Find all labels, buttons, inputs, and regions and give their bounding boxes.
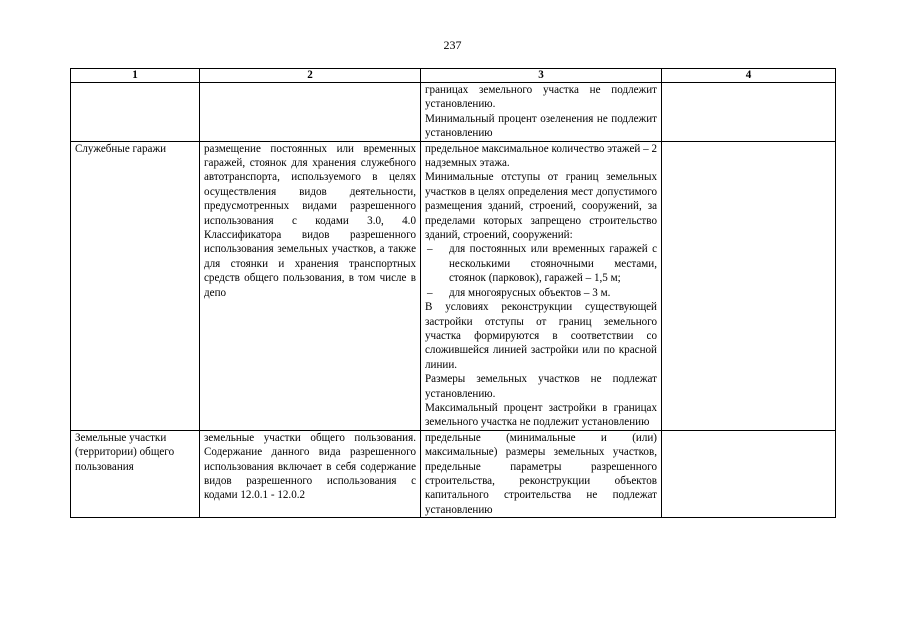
list-marker: – [427,243,433,256]
cell-paragraph: Минимальные отступы от границ земельных участков в целях определения мест допустимого размещения зданий, строений, сооружений, за пределами которых запрещено строительство зданий, строений, сооружений: [425,171,657,242]
header-col-1: 1 [71,69,200,83]
cell-paragraph: Максимальный процент застройки в границах земельного участка не подлежит установлению [425,401,657,429]
cell-parameters [421,83,662,142]
cell-notes [662,141,836,430]
cell-paragraph: предельные (минимальные и (или) максимальные) размеры земельных участков, предельные параметры разрешенного строительства, реконструкции объектов капитального строительства не подлежат установлению [425,431,657,516]
table-row [71,430,836,517]
list-item-text: для постоянных или временных гаражей с несколькими стояночными местами, стоянок (парковок), гаражей – 1,5 м; [449,243,657,285]
cell-paragraph: В условиях реконструкции существующей застройки отступы от границ земельного участка формируются в соответствии со сложившейся линией застройки или по красной линии. [425,301,657,371]
list-item [425,242,657,285]
table-row [71,141,836,430]
cell-paragraph: границах земельного участка не подлежит установлению. [425,84,657,111]
cell-use-name: Служебные гаражи [71,141,200,430]
zoning-table [70,68,836,518]
cell-use-name: Земельные участки (территории) общего пользования [71,430,200,517]
list-item-text: для многоярусных объектов – 3 м. [449,286,611,299]
cell-use-description: земельные участки общего пользования. Содержание данного вида разрешенного использования включает в себя содержание видов разрешенного использования с кодами 12.0.1 - 12.0.2 [200,430,421,517]
cell-parameters [421,430,662,517]
table-row [71,83,836,142]
cell-paragraph: Размеры земельных участков не подлежат установлению. [425,373,657,400]
cell-use-name [71,83,200,142]
cell-notes [662,430,836,517]
header-col-3: 3 [421,69,662,83]
cell-use-description [200,83,421,142]
header-col-4: 4 [662,69,836,83]
cell-notes [662,83,836,142]
table-header-row [71,69,836,83]
header-col-2: 2 [200,69,421,83]
page-number: 237 [443,38,462,52]
cell-use-description: размещение постоянных или временных гаражей, стоянок для хранения служебного автотранспорта, используемого в целях осуществления видов деятельности, предусмотренных видами разрешенного использования с кодами 3.0, 4.0 Классификатора видов разрешенного использования земельных участков, а также для стоянки и хранения транспортных средств общего пользования, в том числе в депо [200,141,421,430]
cell-paragraph: предельное максимальное количество этажей – 2 надземных этажа. [425,142,657,170]
list-marker: – [427,286,433,299]
list-item [425,286,657,300]
cell-parameters [421,141,662,430]
cell-paragraph: Минимальный процент озеленения не подлежит установлению [425,112,657,140]
